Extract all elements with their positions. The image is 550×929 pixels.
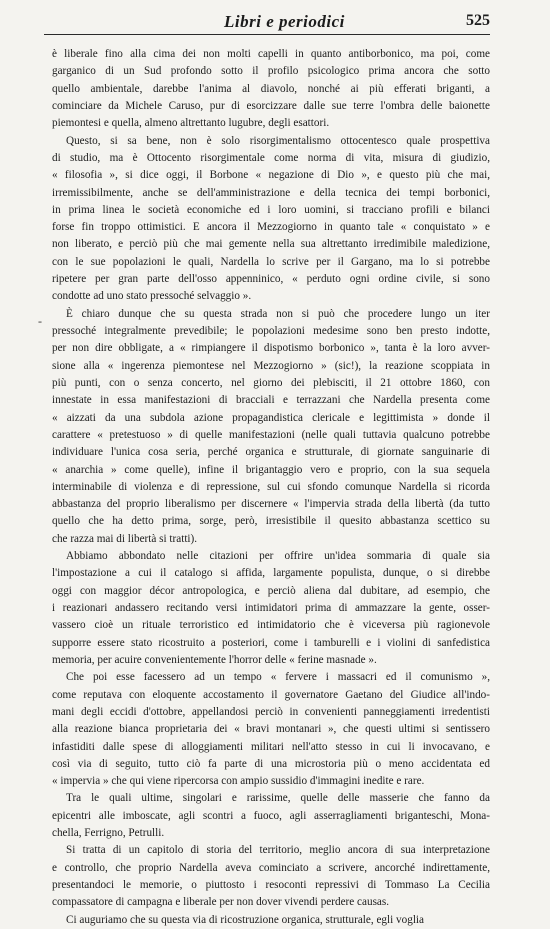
- text-line: condotte ad uno stato pressoché selvaggio ».: [52, 290, 252, 303]
- text-line: e controllo, che proprio Nardella aveva cominciato a scrivere, ancorché indirettamente,: [52, 861, 490, 874]
- text-line: Questo, si sa bene, non è solo risorgimentalismo ottocentesco quale prospettiva: [66, 134, 490, 147]
- text-line: carattere « pretestuoso » di quelle manifestazioni (nelle quali tuttavia qualcuno potrebbe: [52, 428, 490, 441]
- text-line: « impervia » che qui viene ripercorsa con ampio sussidio d'immagini inedite e rare.: [52, 775, 425, 788]
- text-line: l'impostazione a cui il catalogo si affida, largamente populista, dunque, o si direbbe: [52, 567, 490, 580]
- text-line: ripetere per gran parte dell'osso appenninico, « perduto ogni ordine civile, si sono: [52, 273, 490, 286]
- text-line: « anarchia » come quelle), infine il brigantaggio vero e proprio, con la sua sequela: [52, 463, 490, 476]
- text-line: compassatore di campagna e liberale per non dover vivendi perdere causas.: [52, 896, 390, 909]
- text-line: per non dire obbligate, a « rimpiangere il dispotismo borbonico », tanta è la loro avver-: [52, 342, 490, 355]
- text-line: Che poi esse facessero ad un tempo « fervere i massacri ed il comunismo »,: [66, 671, 490, 684]
- margin-mark: -: [38, 314, 42, 328]
- text-line: mani degli eccidi d'ottobre, appellandosi perciò in convenienti panneggiamenti irredentisti: [52, 705, 490, 718]
- text-line: cominciare da Michele Caruso, pur di esorcizzare dalle sue terre l'ombra delle baionette: [52, 99, 490, 112]
- text-line: alla reazione bianca proprietaria dei « bravi montanari », che questi ultimi si sentissero: [52, 723, 490, 736]
- text-line: epicentri alle imboscate, agli scontri a fuoco, agli asserragliamenti briganteschi, Mona-: [52, 809, 490, 822]
- text-line: con le sue popolazioni le quali, Nardella lo scrive per il Gargano, ma lo si potrebbe: [52, 255, 490, 268]
- text-line: in prima linea le società economiche ed i loro uomini, si tracciano profili e bilanci: [52, 203, 490, 216]
- text-line: quello ambientale, darebbe l'anima al diavolo, nonché ai più efferati briganti, a: [52, 82, 490, 95]
- text-line: irremissibilmente, anche se dell'amministrazione e della tecnica dei tempi borbonici,: [52, 186, 490, 199]
- text-line: Tra le quali ultime, singolari e rarissime, quelle delle masserie che fanno da: [66, 792, 490, 805]
- text-line: vassero cioè un rituale terroristico ed intimidatorio che è viceversa più ragionevole: [52, 619, 490, 632]
- text-line: interminabile di violenza e di repressione, sul cui sfondo comunque Nardella si ricorda: [52, 480, 490, 493]
- text-line: È chiaro dunque che su questa strada non si può che procedere lungo un iter: [66, 307, 490, 320]
- text-line: abbastanza del proprio liberalismo per discernere « l'impervia strada della libertà (da tutto: [52, 498, 490, 511]
- text-line: Si tratta di un capitolo di storia del territorio, meglio ancora di sua interpretazione: [66, 844, 490, 857]
- text-line: i reazionari andassero recitando versi intimidatori prima di ammazzare la gente, osser-: [52, 602, 490, 614]
- text-line: infastiditi dalle spese di alloggiamenti militari nell'atto stesso in cui li invocavano, e: [52, 740, 490, 753]
- text-line: di studio, ma è Ottocento risorgimentale come norma di vita, misura di giudizio,: [52, 151, 490, 164]
- text-line: oggi con maggior décor antropologica, e perciò aliena dal dubitare, ad esempio, che: [52, 584, 490, 597]
- text-line: piemontesi e quella, almeno altrettanto lugubre, degli esattori.: [52, 117, 330, 130]
- text-line: memoria, per acuire convenientemente l'horror delle « ferine masnade ».: [52, 653, 377, 666]
- text-line: sione alla « ingerenza piemontese nel Mezzogiorno » (sic!), la reazione scoppiata in: [52, 359, 490, 372]
- text-line: forse fin troppo ottimistici. E ancora il Mezzogiorno in quanto tale « conquistato » e: [52, 221, 490, 234]
- text-line: supporre essere stato ricostruito a posteriori, come i tamburelli e i violini di sanfedistica: [52, 636, 490, 649]
- text-line: non liberato, e perciò più che mai gemente nella sua altrettanto irredimibile maledizione,: [52, 238, 490, 251]
- body-text: [52, 46, 490, 929]
- text-line: così via di seguito, tutto ciò fa parte di una microstoria più o meno accidentata ed: [52, 757, 490, 770]
- text-line: come reputava con eloquente accostamento il governatore Gaetano del Giudice all'indo-: [52, 688, 490, 701]
- text-line: individuare l'unica cosa seria, perché organica e strutturale, di giornate sanguinarie di: [52, 446, 490, 459]
- page-number: 525: [466, 12, 490, 29]
- text-line: Abbiamo abbondato nelle citazioni per offrire un'idea sommaria di quale sia: [66, 550, 490, 563]
- running-head: Libri e periodici: [224, 12, 345, 31]
- text-line: che razza mai di libertà si tratti).: [52, 532, 198, 545]
- text-line: garganico di un Sud profondo sotto il profilo psicologico prima ancora che sotto: [52, 65, 490, 78]
- text-line: è liberale fino alla cima dei non molti capelli in quanto antiborbonico, ma poi, come: [52, 48, 490, 60]
- text-line: più punti, con o senza concerto, nel giorno dei plebisciti, il 21 ottobre 1860, con: [52, 376, 490, 389]
- text-line: quello che ha detto prima, sorge, però, irresistibile il quesito abbastanza scettico su: [52, 515, 490, 528]
- text-line: « filosofia », si dice oggi, il Borbone « negazione di Dio », e questo più che mai,: [52, 169, 490, 182]
- text-line: innestate in essa manifestazioni di bracciali e terrazzani che Nardella presenta come: [52, 394, 490, 407]
- text-line: pressoché integralmente prevedibile; le popolazioni medesime sono ben presto indotte,: [52, 325, 490, 337]
- page-header: [44, 10, 490, 36]
- text-line: presentandoci le memorie, o piuttosto i resoconti repressivi di Tommaso La Cecilia: [52, 879, 490, 891]
- header-rule: [44, 34, 490, 35]
- text-line: Ci auguriamo che su questa via di ricostruzione organica, strutturale, egli voglia: [66, 913, 424, 926]
- text-line: « aizzati da una subdola azione propagandistica clericale e legittimista » donde il: [52, 411, 490, 424]
- text-line: chella, Ferrigno, Petrulli.: [52, 827, 165, 840]
